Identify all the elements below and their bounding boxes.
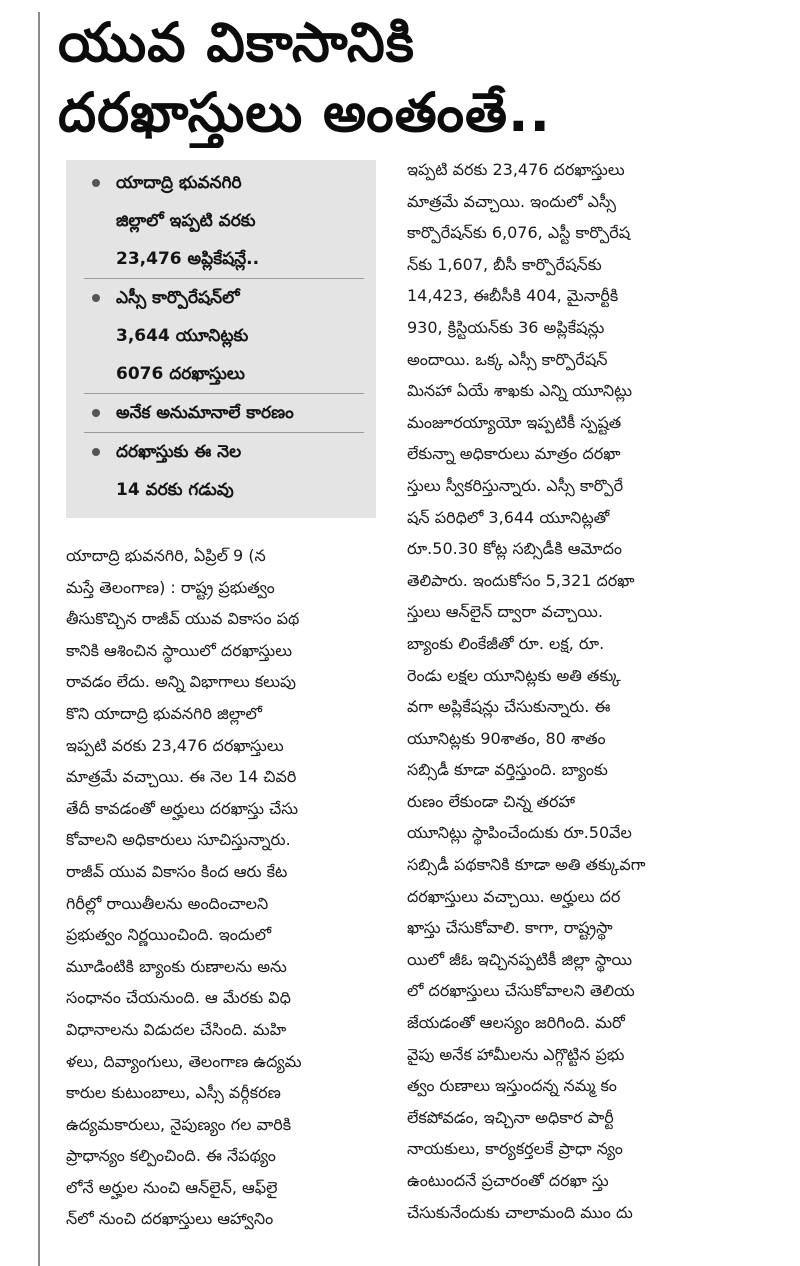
article-line: తేదీ కావడంతో అర్హులు దరఖాస్తు చేసు xyxy=(66,798,299,818)
highlight-text: దరఖాస్తుకు ఈ నెల xyxy=(116,442,242,462)
article-line: లేకున్నా అధికారులు మాత్రం దరఖా xyxy=(407,444,621,464)
article-line: లోనే అర్హుల నుంచి ఆన్‌లైన్, ఆఫ్‌లై xyxy=(66,1177,278,1197)
article-line: ఉంటుందనే ప్రచారంతో దరఖా స్తు xyxy=(407,1171,609,1190)
article-line: కార్పొరేషన్‌కు 6,076, ఎస్టీ కార్పొరేష xyxy=(407,223,631,243)
bullet-icon xyxy=(92,409,100,417)
article-line: లేకపోవడం, ఇచ్చినా అధికార పార్టీ xyxy=(407,1107,614,1127)
article-line: అందాయి. ఒక్క ఎస్సీ కార్పొరేషన్ xyxy=(407,349,608,369)
highlight-item xyxy=(84,394,364,433)
article-line: తీసుకొచ్చిన రాజీవ్ యువ వికాసం పథ xyxy=(66,609,300,629)
article-line: గిరీల్లో రాయితీలను అందించాలని xyxy=(66,893,269,913)
highlight-line xyxy=(84,202,364,240)
highlight-line xyxy=(84,471,364,509)
article-line: కానికి ఆశించిన స్థాయిలో దరఖాస్తులు xyxy=(66,640,293,660)
article-line: వగా అప్లికేషన్లు చేసుకున్నారు. ఈ xyxy=(407,697,611,717)
article-line: తెలిపారు. ఇందుకోసం 5,321 దరఖా xyxy=(407,570,635,590)
article-line: న్‌లో నుంచి దరఖాస్తులు ఆహ్వానిం xyxy=(66,1209,274,1229)
article-line: లో దరఖాస్తులు చేసుకోవాలని తెలియ xyxy=(407,981,635,1001)
highlight-text: 23,476 అప్లికేషన్లే.. xyxy=(116,249,260,269)
article-line: సంధానం చేయనుంది. ఆ మేరకు విధి xyxy=(66,988,291,1008)
highlight-text: 3,644 యూనిట్లకు xyxy=(116,326,249,346)
bullet-icon xyxy=(92,294,100,302)
highlight-line xyxy=(84,317,364,355)
article-line: బ్యాంకు లింకేజీతో రూ. లక్ష, రూ. xyxy=(407,633,605,653)
highlight-text: ఎస్సీ కార్పొరేషన్‌లో xyxy=(116,288,240,308)
article-line: ఉద్యమకారులు, నైపుణ్యం గల వారికి xyxy=(66,1114,292,1134)
highlight-line xyxy=(84,355,364,393)
article-line: వైపు అనేక హామీలను ఎగ్గొట్టిన ప్రభు xyxy=(407,1044,625,1064)
article-line: విధానాలను విడుదల చేసింది. మహి xyxy=(66,1019,287,1039)
highlight-line xyxy=(84,394,364,432)
article-line: రావడం లేదు. అన్ని విభాగాలు కలుపు xyxy=(66,672,297,692)
article-line: ప్రాధాన్యం కల్పించింది. ఈ నేపథ్యం xyxy=(66,1146,276,1166)
headline-line-1: యువ వికాసానికి xyxy=(58,11,415,74)
article-line: సబ్సిడీ పథకానికి కూడా అతి తక్కువగా xyxy=(407,855,646,875)
article-line: త్వం రుణాలు ఇస్తుందన్న నమ్మ కం xyxy=(407,1076,617,1096)
article-column-left xyxy=(66,540,384,1235)
article-line: యాదాద్రి భువనగిరి, ఏప్రిల్ 9 (న xyxy=(66,546,266,565)
highlight-line xyxy=(84,164,364,202)
highlight-line xyxy=(84,279,364,317)
highlight-item xyxy=(84,279,364,394)
article-line: చేసుకునేందుకు చాలామంది ముం దు xyxy=(407,1202,633,1222)
article-line: స్తులు ఆన్‌లైన్ ద్వారా వచ్చాయి. xyxy=(407,602,603,622)
highlight-text: 6076 దరఖాస్తులు xyxy=(116,364,245,384)
article-line: మంజూరయ్యాయో ఇప్పటికీ స్పష్టత xyxy=(407,412,622,432)
article-line: కొని యాదాద్రి భువనగిరి జిల్లాలో xyxy=(66,703,262,723)
article-line: రాజీవ్ యువ వికాసం కింద ఆరు కేట xyxy=(66,861,288,881)
article-line: నాయకులు, కార్యకర్తలకే ప్రాధా న్యం xyxy=(407,1139,623,1159)
article-line: న్‌కు 1,607, బీసీ కార్పొరేషన్‌కు xyxy=(407,254,602,274)
article-line: 930, క్రిస్టియన్‌కు 36 అప్లికేషన్లు xyxy=(407,317,605,337)
column-rule xyxy=(38,12,40,1266)
article-line: యిలో జీఓ ఇచ్చినప్పటికీ జిల్లా స్థాయి xyxy=(407,949,633,969)
article-line: రూ.50.30 కోట్ల సబ్సిడీకి ఆమోదం xyxy=(407,539,623,559)
highlight-line xyxy=(84,433,364,471)
article-line: సబ్సిడీ కూడా వర్తిస్తుంది. బ్యాంకు xyxy=(407,760,608,780)
article-line: యూనిట్లకు 90శాతం, 80 శాతం xyxy=(407,728,606,748)
article-line: కోవాలని అధికారులు సూచిస్తున్నారు. xyxy=(66,830,291,850)
article-line: మినహా ఏయే శాఖకు ఎన్ని యూనిట్లు xyxy=(407,381,633,401)
article-line: దరఖాస్తులు వచ్చాయి. అర్హులు దర xyxy=(407,886,621,906)
article-line: మాత్రమే వచ్చాయి. ఇందులో ఎస్సీ xyxy=(407,191,617,211)
bullet-icon xyxy=(92,179,100,187)
article-line: కారుల కుటుంబాలు, ఎస్సీ వర్గీకరణ xyxy=(66,1083,281,1103)
headline-line-2: దరఖాస్తులు అంతంతే.. xyxy=(58,81,551,144)
article-line: 14,423, ఈబీసీకి 404, మైనార్టీకి xyxy=(407,286,619,306)
highlight-text: యాదాద్రి భువనగిరి xyxy=(116,173,242,193)
highlight-text: అనేక అనుమానాలే కారణం xyxy=(116,403,294,423)
article-line: రెండు లక్షల యూనిట్లకు అతి తక్కు xyxy=(407,665,621,685)
highlight-text: 14 వరకు గడువు xyxy=(116,480,234,500)
article-line: మాత్రమే వచ్చాయి. ఈ నెల 14 చివరి xyxy=(66,767,297,787)
highlight-item xyxy=(84,433,364,509)
highlight-item xyxy=(84,164,364,279)
article-line: జేయడంతో ఆలస్యం జరిగింది. మరో xyxy=(407,1013,625,1033)
article-line: మస్తే తెలంగాణ) : రాష్ట్ర ప్రభుత్వం xyxy=(66,577,275,597)
article-line: షన్ పరిధిలో 3,644 యూనిట్లతో xyxy=(407,507,610,527)
article-line: ఖాస్తు చేసుకోవాలి. కాగా, రాష్ట్రస్థా xyxy=(407,918,613,938)
article-line: ఇప్పటి వరకు 23,476 దరఖాస్తులు xyxy=(66,735,284,755)
article-line: రుణం లేకుండా చిన్న తరహా xyxy=(407,791,575,811)
article-line: మూడింటికి బ్యాంకు రుణాలను అను xyxy=(66,956,287,976)
article-line: స్తులు స్వీకరిస్తున్నారు. ఎస్సీ కార్పొరే xyxy=(407,475,624,495)
article-line: ఇప్పటి వరకు 23,476 దరఖాస్తులు xyxy=(407,160,625,179)
article-line: ళలు, దివ్యాంగులు, తెలంగాణ ఉద్యమ xyxy=(66,1051,302,1071)
highlight-text: జిల్లాలో ఇప్పటి వరకు xyxy=(116,211,256,231)
article-line: యూనిట్లు స్థాపించేందుకు రూ.50వేల xyxy=(407,823,632,843)
article-line: ప్రభుత్వం నిర్ణయించింది. ఇందులో xyxy=(66,925,272,945)
headline xyxy=(58,8,788,148)
bullet-icon xyxy=(92,448,100,456)
highlights-box xyxy=(66,160,376,518)
article-column-right xyxy=(407,154,782,1228)
highlight-line xyxy=(84,240,364,278)
